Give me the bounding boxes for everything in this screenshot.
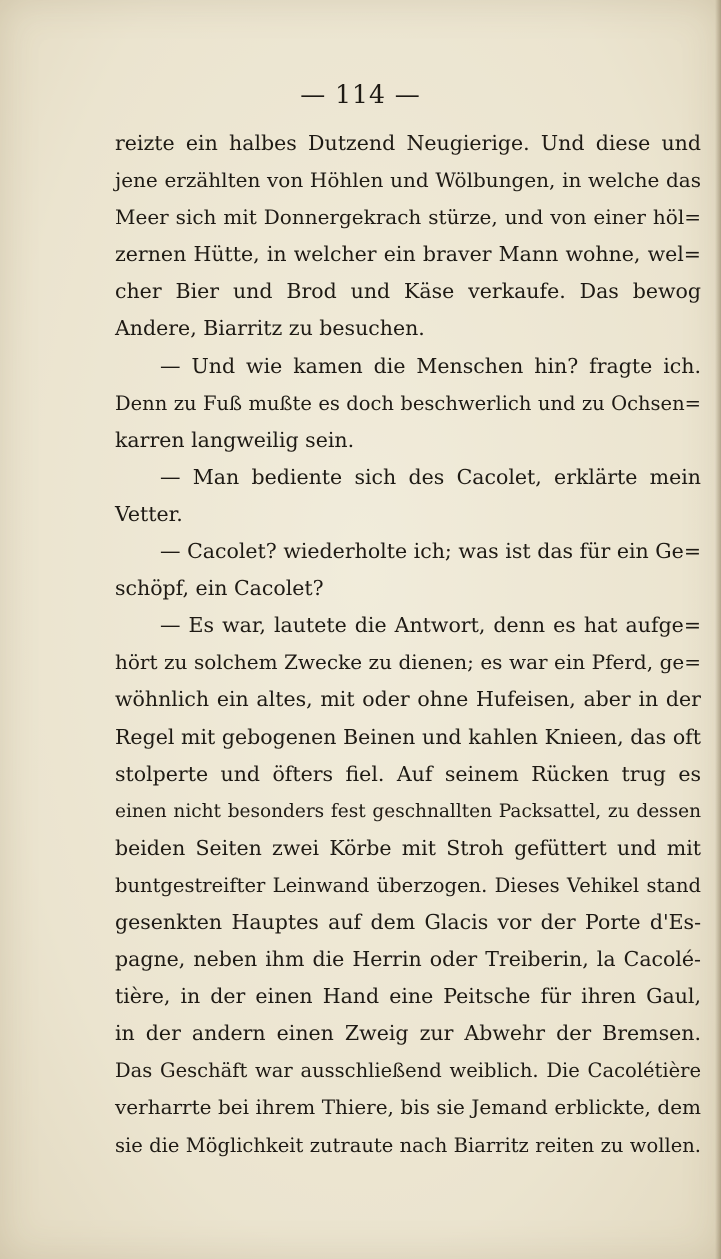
text-line: einen nicht besonders fest geschnallten Packsattel, zu dessen bbox=[115, 800, 701, 822]
text-line: in der andern einen Zweig zur Abwehr der Bremsen. bbox=[115, 1021, 701, 1046]
text-line: — Es war, lautete die Antwort, denn es hat aufge= bbox=[160, 613, 701, 638]
text-line: wöhnlich ein altes, mit oder ohne Hufeisen, aber in der bbox=[115, 687, 701, 712]
page-edge-shadow bbox=[715, 0, 721, 1259]
text-line: sie die Möglichkeit zutraute nach Biarritz reiten zu wollen. bbox=[115, 1133, 701, 1157]
text-line: — Cacolet? wiederholte ich; was ist das für ein Ge= bbox=[160, 539, 701, 564]
text-line: karren langweilig sein. bbox=[115, 427, 355, 452]
text-line: stolperte und öfters fiel. Auf seinem Rücken trug es bbox=[115, 761, 701, 786]
text-line: Andere, Biarritz zu besuchen. bbox=[115, 316, 425, 341]
text-line: schöpf, ein Cacolet? bbox=[115, 576, 324, 601]
text-line: hört zu solchem Zwecke zu dienen; es war ein Pferd, ge= bbox=[115, 650, 701, 675]
text-line: jene erzählten von Höhlen und Wölbungen, in welche das bbox=[115, 168, 701, 193]
text-line: verharrte bei ihrem Thiere, bis sie Jemand erblickte, dem bbox=[115, 1095, 701, 1120]
text-line: Regel mit gebogenen Beinen und kahlen Knieen, das oft bbox=[115, 724, 701, 749]
text-line: — Und wie kamen die Menschen hin? fragte ich. bbox=[160, 353, 701, 378]
text-line: buntgestreifter Leinwand überzogen. Dieses Vehikel stand bbox=[115, 873, 701, 897]
text-line: zernen Hütte, in welcher ein braver Mann wohne, wel= bbox=[115, 242, 701, 267]
body-text bbox=[115, 125, 701, 1164]
text-line: pagne, neben ihm die Herrin oder Treiberin, la Cacolé- bbox=[115, 947, 701, 972]
text-line: — Man bediente sich des Cacolet, erklärte mein bbox=[160, 464, 701, 489]
text-line: Das Geschäft war ausschließend weiblich. Die Cacolétière bbox=[115, 1059, 701, 1083]
text-line: cher Bier und Brod und Käse verkaufe. Das bewog bbox=[115, 279, 701, 304]
text-line: Vetter. bbox=[115, 501, 183, 526]
text-line: tière, in der einen Hand eine Peitsche für ihren Gaul, bbox=[115, 984, 701, 1009]
text-line: Denn zu Fuß mußte es doch beschwerlich und zu Ochsen= bbox=[115, 391, 701, 415]
text-line: reizte ein halbes Dutzend Neugierige. Und diese und bbox=[115, 131, 701, 155]
text-line: Meer sich mit Donnergekrach stürze, und von einer höl= bbox=[115, 205, 701, 230]
page-number: — 114 — bbox=[300, 80, 421, 109]
text-line: gesenkten Hauptes auf dem Glacis vor der Porte d'Es- bbox=[115, 909, 701, 934]
text-line: beiden Seiten zwei Körbe mit Stroh gefüttert und mit bbox=[115, 835, 701, 860]
